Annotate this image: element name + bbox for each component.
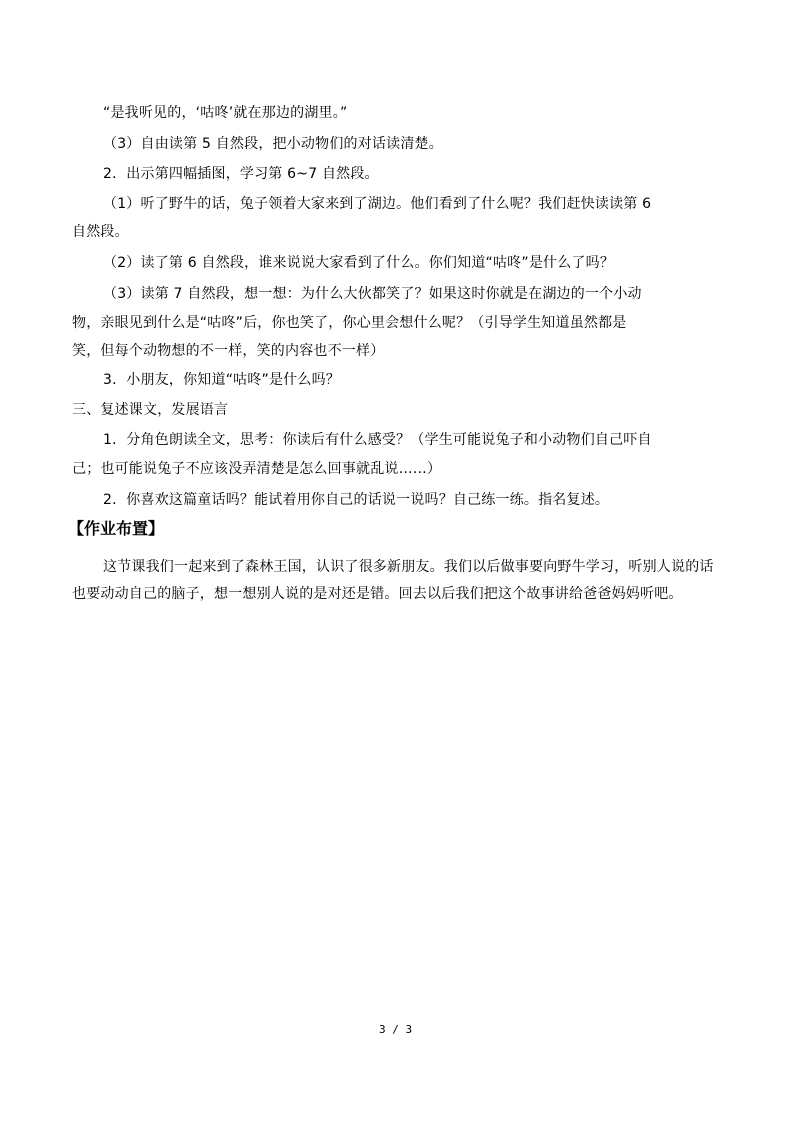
quote-line: “是我听见的，‘咕咚’就在那边的湖里。” — [103, 105, 348, 121]
step-3-read-paragraph-5: （3）自由读第 5 自然段，把小动物们的对话读清楚。 — [103, 136, 443, 152]
question-3-line-1: （3）读第 7 自然段，想一想：为什么大伙都笑了？如果这时你就是在湖边的一个小动 — [103, 286, 642, 302]
question-1-line-1: （1）听了野牛的话，兔子领着大家来到了湖边。他们看到了什么呢？我们赶快读读第 6 — [103, 196, 652, 212]
page-number: 3 / 3 — [379, 1023, 413, 1036]
section-3-heading: 三、复述课文，发展语言 — [72, 402, 229, 418]
question-3-line-2: 物，亲眼见到什么是“咕咚”后，你也笑了，你心里会想什么呢？（引导学生知道虽然都是 — [72, 315, 627, 331]
retell-step-1-line-2: 己；也可能说兔子不应该没弄清楚是怎么回事就乱说……） — [72, 461, 442, 477]
step-3-kids-question: 3．小朋友，你知道“咕咚”是什么吗？ — [103, 372, 341, 388]
question-2-line: （2）读了第 6 自然段，谁来说说大家看到了什么。你们知道“咕咚”是什么了吗？ — [103, 255, 615, 271]
retell-step-1-line-1: 1．分角色朗读全文，思考：你读后有什么感受？（学生可能说兔子和小动物们自己吓自 — [103, 432, 652, 448]
step-2-show-illustration: 2．出示第四幅插图，学习第 6~7 自然段。 — [103, 166, 379, 182]
retell-step-2-line: 2．你喜欢这篇童话吗？能试着用你自己的话说一说吗？自己练一练。指名复述。 — [103, 492, 610, 508]
homework-paragraph: 这节课我们一起来到了森林王国，认识了很多新朋友。我们以后做事要向野牛学习，听别人说的话也要动动自己的脑子，想一想别人说的是对还是错。回去以后我们把这个故事讲给爸爸妈妈听吧。 — [72, 559, 714, 602]
homework-heading: 【作业布置】 — [68, 519, 165, 538]
question-3-line-3: 笑，但每个动物想的不一样，笑的内容也不一样） — [72, 343, 385, 359]
question-1-line-2: 自然段。 — [72, 224, 129, 240]
